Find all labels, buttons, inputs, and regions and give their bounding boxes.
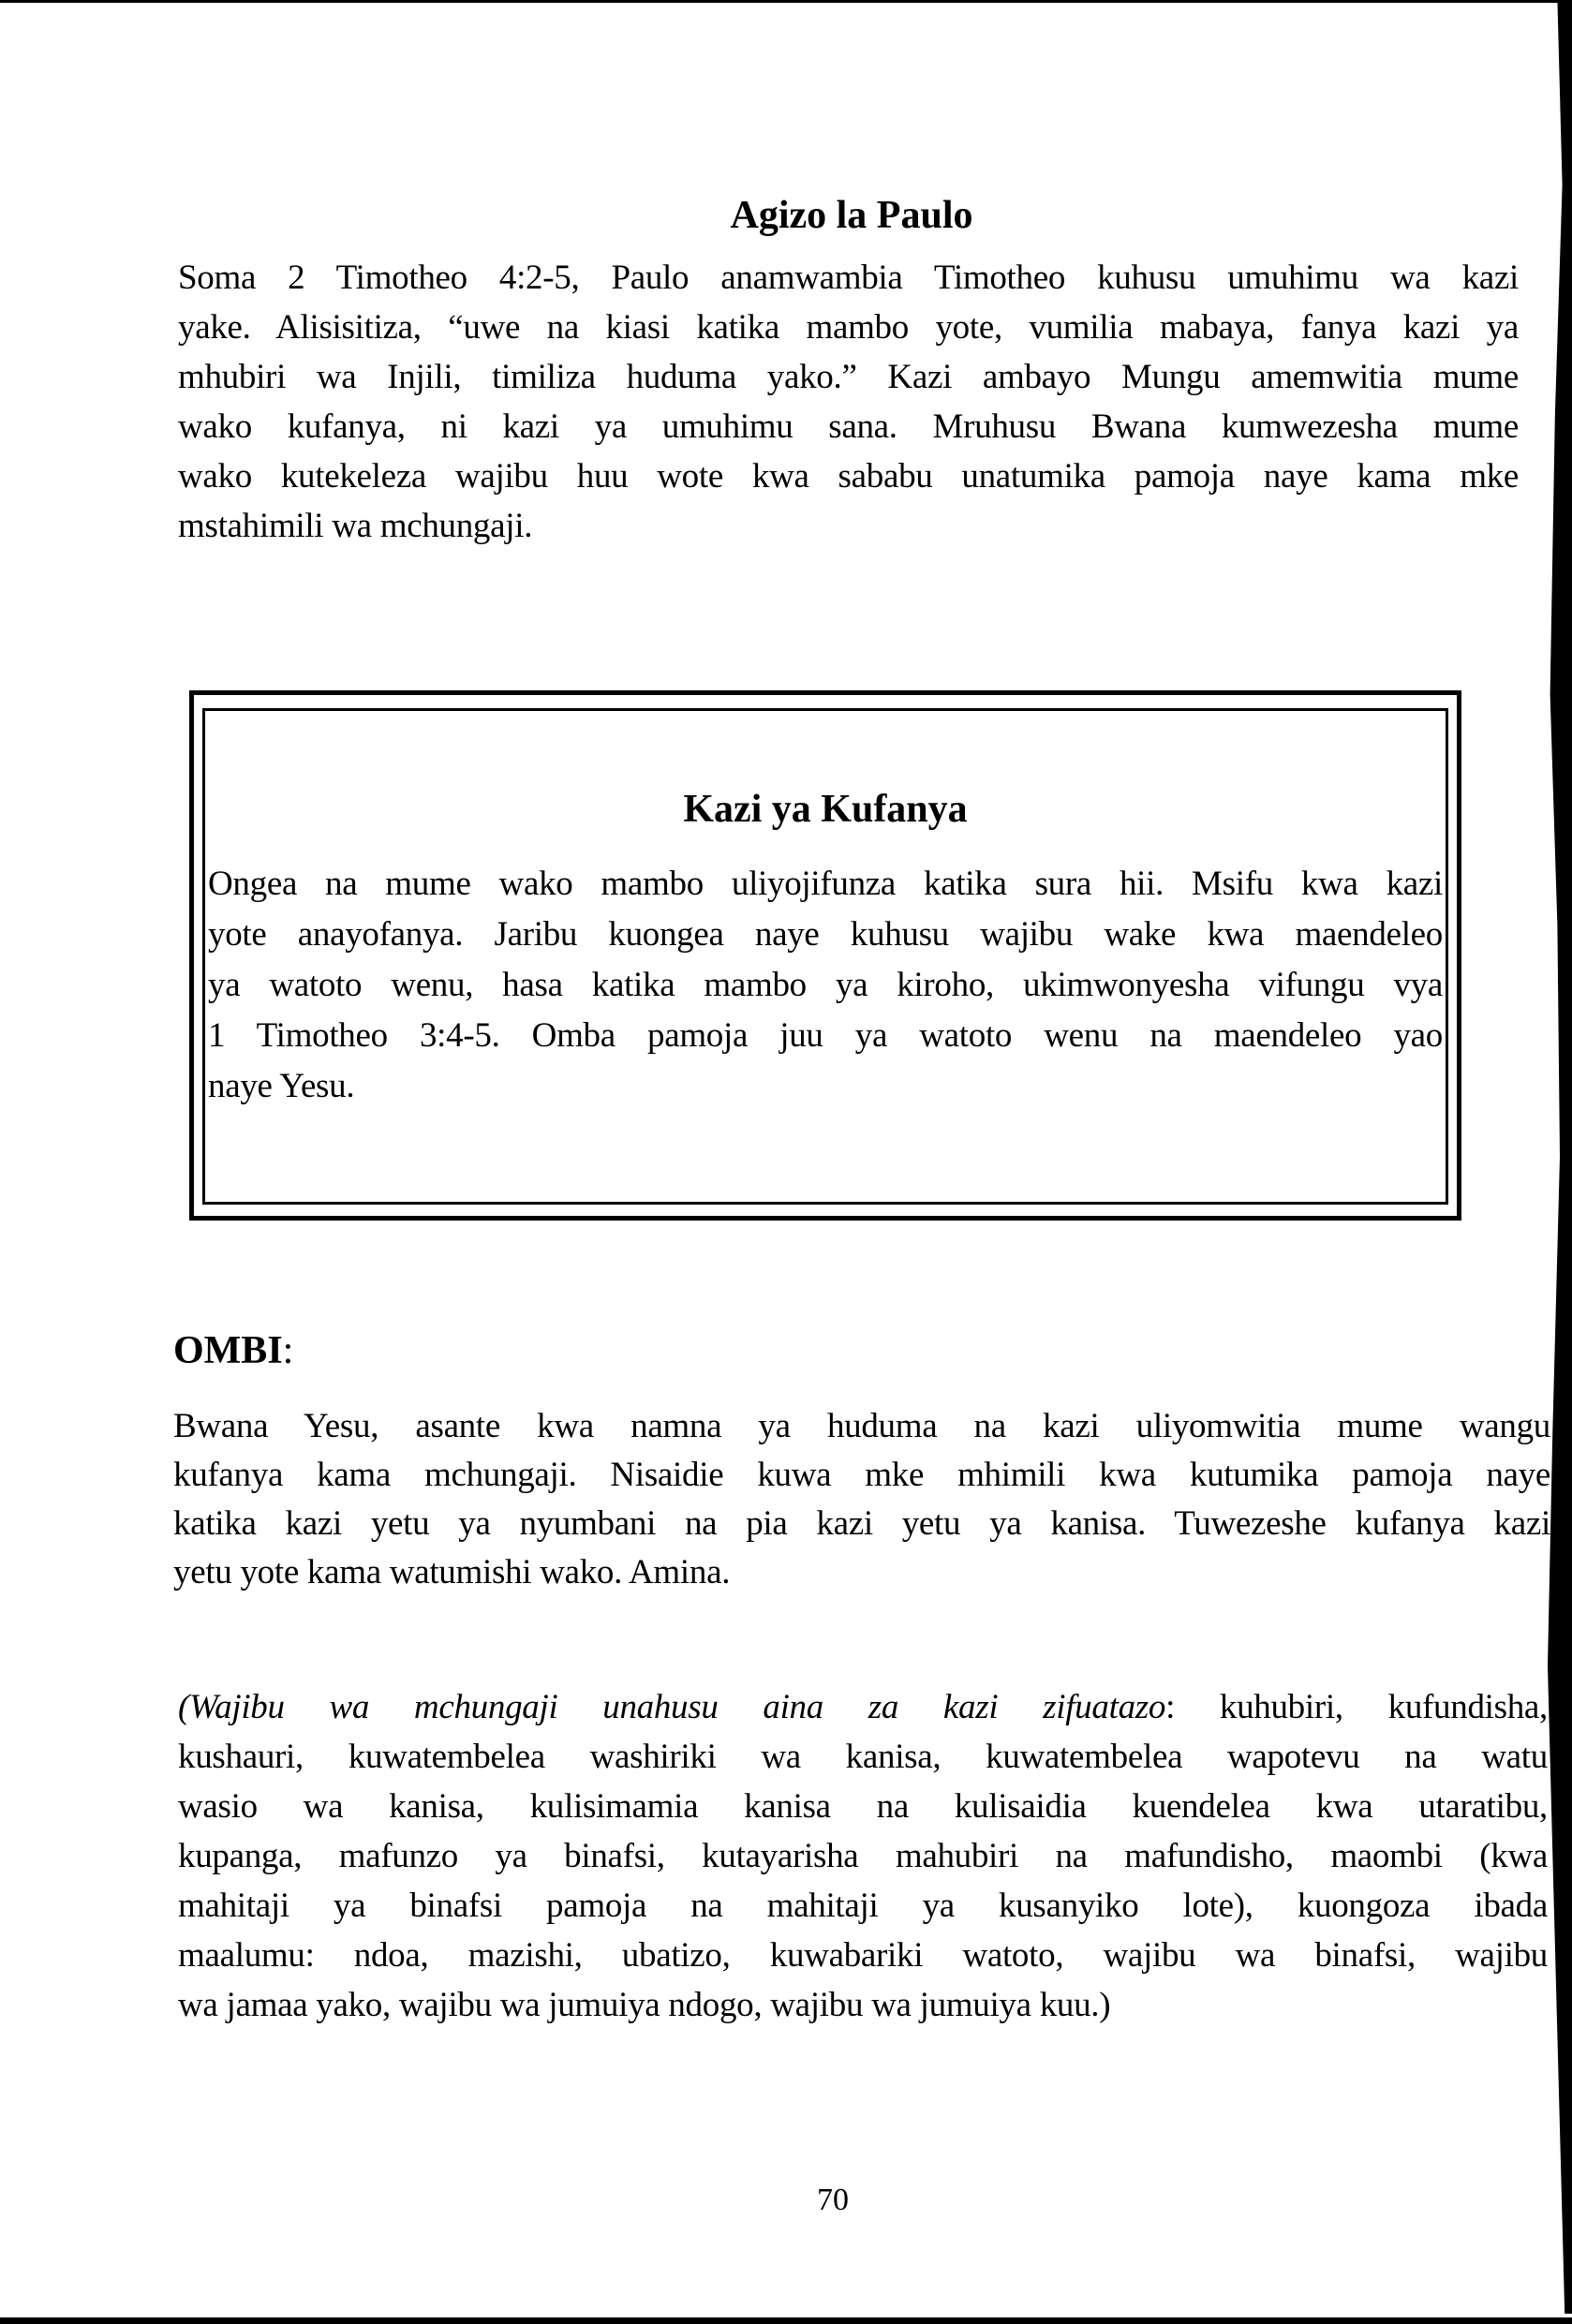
text-line: Ongea na mume wako mambo uliyojifunza katika sura hii. Msifu kwa kazi	[208, 865, 1443, 903]
note-italic-lead: (Wajibu wa mchungaji unahusu aina za kazi zifuatazo	[178, 1688, 1166, 1726]
scan-edge-right	[1548, 0, 1572, 2314]
text-line: mhubiri wa Injili, timiliza huduma yako.” Kazi ambayo Mungu amemwitia mume	[178, 358, 1519, 396]
text-line: katika kazi yetu ya nyumbani na pia kazi yetu ya kanisa. Tuwezeshe kufanya kazi	[173, 1504, 1550, 1543]
prayer-heading-text: OMBI	[173, 1329, 283, 1372]
text-line: wako kutekeleza wajibu huu wote kwa sababu unatumika pamoja naye kama mke	[178, 457, 1519, 496]
page-number: 70	[817, 2183, 849, 2217]
text-line: mstahimili wa mchungaji.	[178, 507, 533, 545]
note-line	[178, 1684, 1548, 1731]
text-line: yetu yote kama watumishi wako. Amina.	[173, 1553, 731, 1591]
note-lead-rest: : kuhubiri, kufundisha,	[1165, 1688, 1549, 1726]
text-line: wako kufanya, ni kazi ya umuhimu sana. Mruhusu Bwana kumwezesha mume	[178, 407, 1519, 446]
prayer-heading-colon: :	[282, 1329, 294, 1372]
text-line: yote anayofanya. Jaribu kuongea naye kuhusu wajibu wake kwa maendeleo	[208, 915, 1443, 954]
scan-edge-top	[0, 0, 1572, 3]
text-line: kushauri, kuwatembelea washiriki wa kanisa, kuwatembelea wapotevu na watu	[178, 1738, 1548, 1776]
prayer-heading	[173, 1328, 293, 1373]
text-line: yake. Alisisitiza, “uwe na kiasi katika mambo yote, vumilia mabaya, fanya kazi ya	[178, 308, 1519, 347]
text-line: Soma 2 Timotheo 4:2-5, Paulo anamwambia Timotheo kuhusu umuhimu wa kazi	[178, 259, 1519, 297]
text-line: kufanya kama mchungaji. Nisaidie kuwa mke mhimili kwa kutumika pamoja naye	[173, 1456, 1550, 1494]
text-line: ya watoto wenu, hasa katika mambo ya kiroho, ukimwonyesha vifungu vya	[208, 966, 1443, 1004]
text-line: maalumu: ndoa, mazishi, ubatizo, kuwabariki watoto, wajibu wa binafsi, wajibu	[178, 1936, 1548, 1975]
text-line: Bwana Yesu, asante kwa namna ya huduma na kazi uliyomwitia mume wangu	[173, 1407, 1550, 1445]
scan-edge-bottom	[0, 2317, 1572, 2324]
text-line: 1 Timotheo 3:4-5. Omba pamoja juu ya watoto wenu na maendeleo yao	[208, 1016, 1443, 1055]
task-box-title: Kazi ya Kufanya	[683, 788, 968, 831]
text-line: kupanga, mafunzo ya binafsi, kutayarisha mahubiri na mafundisho, maombi (kwa	[178, 1837, 1548, 1875]
text-line: mahitaji ya binafsi pamoja na mahitaji ya kusanyiko lote), kuongoza ibada	[178, 1887, 1548, 1925]
text-line: wa jamaa yako, wajibu wa jumuiya ndogo, wajibu wa jumuiya kuu.)	[178, 1986, 1111, 2024]
section-title: Agizo la Paulo	[730, 194, 973, 237]
text-line: wasio wa kanisa, kulisimamia kanisa na kulisaidia kuendelea kwa utaratibu,	[178, 1787, 1548, 1826]
text-line: naye Yesu.	[208, 1067, 355, 1105]
